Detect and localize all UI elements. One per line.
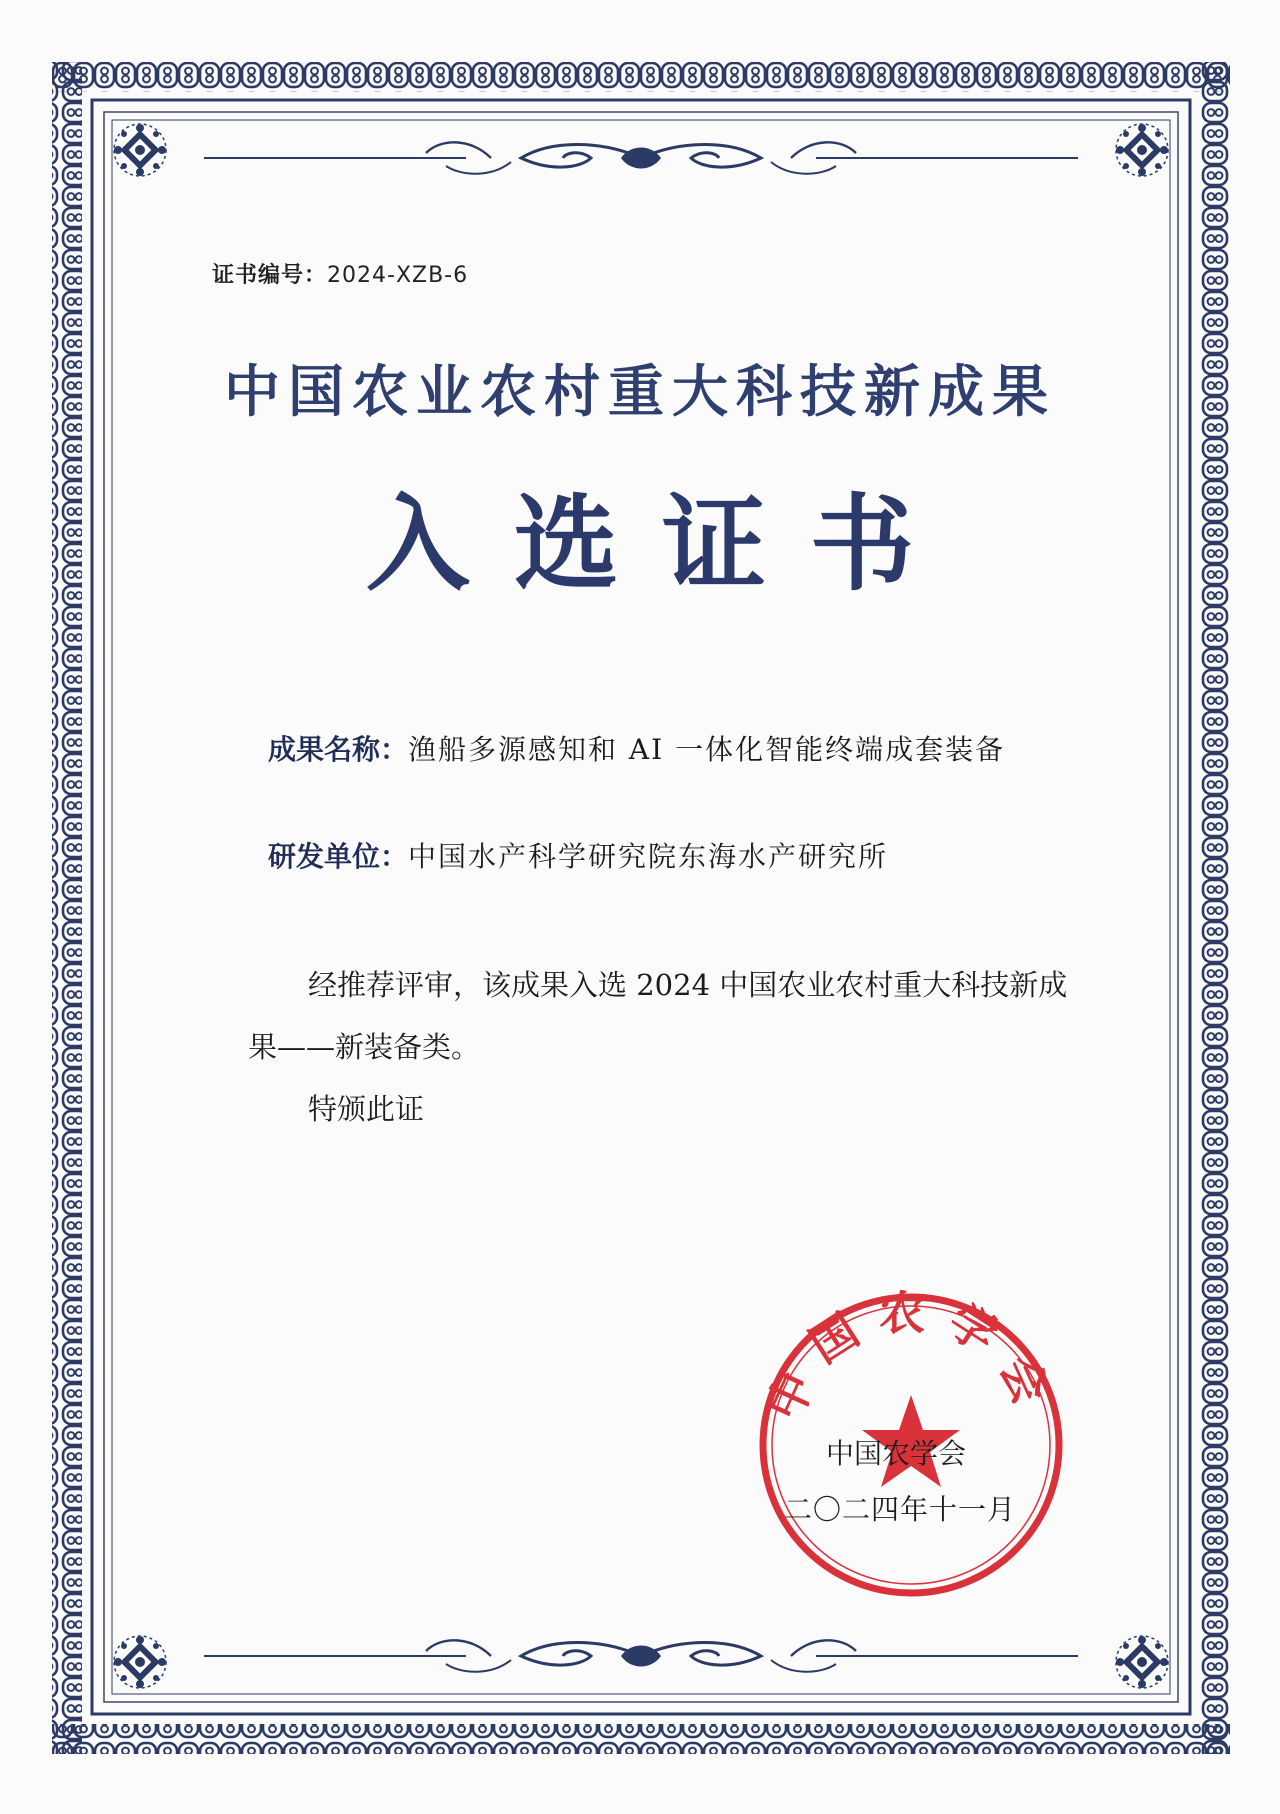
achievement-label: 成果名称： (268, 733, 409, 766)
seal-text: 中国农学会 (756, 1290, 1066, 1429)
certificate-subtitle: 入选证书 (365, 482, 958, 605)
certificate-number-value: 2024-XZB-6 (327, 263, 469, 288)
certificate-number-label: 证书编号： (212, 263, 328, 288)
certificate-number (212, 258, 468, 289)
closing-text: 特颁此证 (308, 1092, 425, 1126)
unit-name: 中国水产科学研究院东海水产研究所 (408, 840, 889, 873)
achievement-name: 渔船多源感知和 AI 一体化智能终端成套装备 (408, 733, 1006, 766)
issue-date: 二〇二四年十一月 (784, 1493, 1017, 1526)
achievement-field (268, 728, 1005, 768)
unit-label: 研发单位： (268, 840, 409, 873)
issuer-name: 中国农学会 (826, 1437, 967, 1470)
unit-field (268, 835, 888, 875)
certificate-title: 中国农业农村重大科技新成果 (224, 360, 1056, 425)
body-paragraph: 经推荐评审，该成果入选 2024 中国农业农村重大科技新成果——新装备类。 (248, 968, 1068, 1064)
